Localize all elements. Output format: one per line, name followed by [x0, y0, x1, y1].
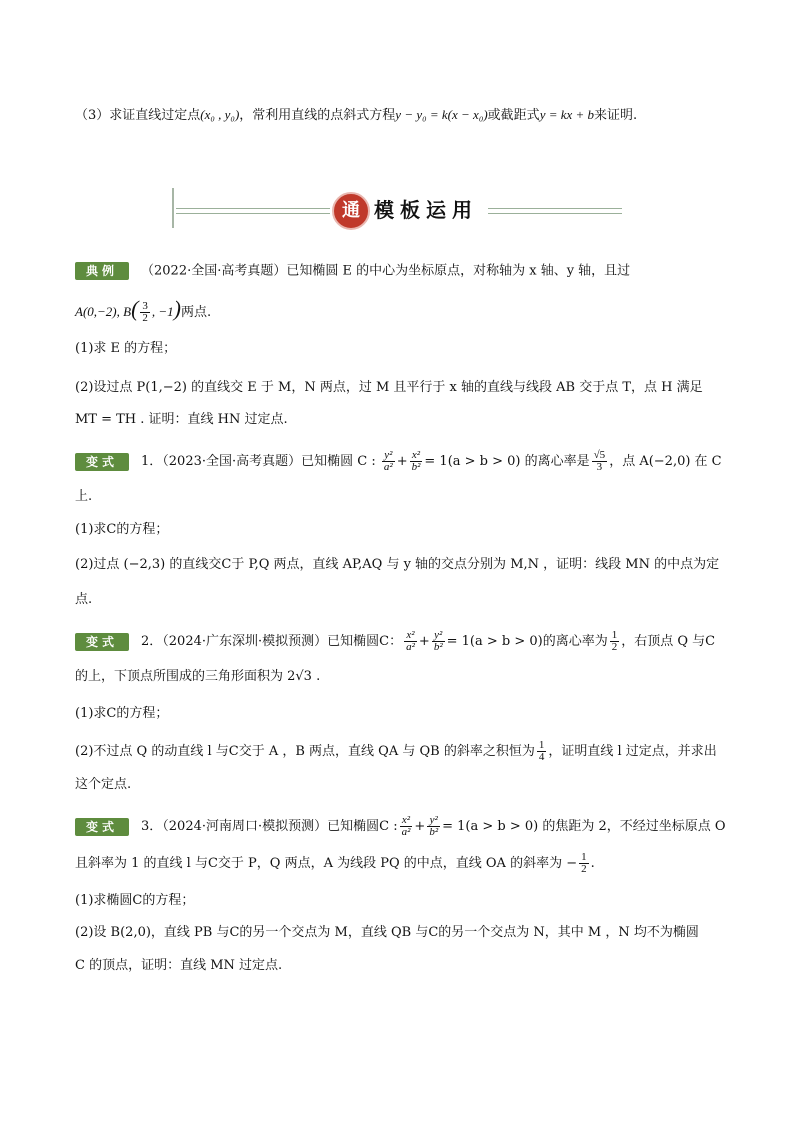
- intercept-eq: y = kx + b: [539, 107, 595, 122]
- source: （2022·全国·高考真题）: [141, 263, 287, 279]
- variant-3-stem: 变式 3．（2024·河南周口·模拟预测）已知椭圆C : $\frac{\text{x²}}{\text{a²}}$ + $\frac{\text{y²}}{\text{b²}}$ = 1(a > b > 0) 的焦距为 2，不经过坐标原点 O: [75, 815, 726, 838]
- variant-1-stem-cont: 上.: [75, 489, 93, 504]
- variant-number: 3．: [141, 819, 163, 834]
- banner-rule-right: [488, 208, 622, 214]
- variant-1-q2b: 点.: [75, 592, 93, 607]
- variant-tag: 变式: [75, 633, 129, 651]
- variant-number: 1．: [141, 454, 163, 469]
- example-points: A(0,−2), B( $\frac{3}{2}$ , −1)两点.: [75, 296, 212, 324]
- example-q1: (1)求 E 的方程；: [75, 341, 177, 356]
- stem-text: = 1(a > b > 0) 的离心率是: [424, 454, 590, 469]
- stem-text: 已知椭圆 C :: [301, 454, 376, 469]
- points-expr: , −1: [151, 304, 174, 319]
- variant-3-q1: (1)求椭圆C的方程；: [75, 893, 195, 908]
- stem-text: 已知椭圆C：: [327, 634, 403, 649]
- stem-text: .: [590, 856, 595, 871]
- banner-rule-left: [176, 208, 330, 214]
- tip-3: [75, 106, 637, 125]
- variant-3-q2a: (2)设 B(2,0)，直线 PB 与C的另一个交点为 M，直线 QB 与C的另一个交点为 N，其中 M ，N 均不为椭圆: [75, 925, 699, 940]
- variant-tag: 变式: [75, 818, 129, 836]
- source: （2024·河南周口·模拟预测）: [162, 819, 328, 834]
- stem-text: = 1(a > b > 0) 的焦距为 2，不经过坐标原点 O: [442, 819, 726, 834]
- banner-bar: [172, 188, 174, 228]
- point-expr: (x₀ , y₀): [200, 107, 240, 122]
- variant-2-stem: 变式 2．（2024·广东深圳·模拟预测）已知椭圆C： $\frac{\text{x²}}{\text{a²}}$ + $\frac{\text{y²}}{\text{b²}}$ = 1(a > b > 0)的离心率为 $\frac{1}{2}$ ，右顶点 Q 与C: [75, 630, 715, 653]
- question-text: ，证明直线 l 过定点，并求出: [548, 744, 717, 759]
- stem-text: ，点 A(−2,0) 在 C: [609, 454, 722, 469]
- stem-text: ，右顶点 Q 与C: [621, 634, 716, 649]
- fraction: $\frac{\text{x²}}{\text{a²}}$: [401, 814, 411, 838]
- variant-1-q2a: (2)过点 (−2,3) 的直线交C于 P,Q 两点，直线 AP,AQ 与 y 轴的交点分别为 M,N ，证明：线段 MN 的中点为定: [75, 557, 720, 572]
- variant-3-q2b: C 的顶点，证明：直线 MN 过定点.: [75, 958, 283, 973]
- stem-text: 已知椭圆C :: [327, 819, 398, 834]
- stem-text: 两点.: [181, 305, 212, 320]
- fraction: $\frac{\text{x²}}{\text{a²}}$: [406, 629, 415, 653]
- source: （2024·广东深圳·模拟预测）: [162, 634, 328, 649]
- fraction: $\frac{1}{2}$: [581, 851, 587, 875]
- banner-title: 模板运用: [374, 198, 478, 222]
- fraction: $\frac{√5}{3}$: [593, 449, 606, 473]
- example-q2b: MT = TH . 证明：直线 HN 过定点.: [75, 412, 288, 427]
- source: （2023·全国·高考真题）: [162, 454, 302, 469]
- fraction: $\frac{1}{4}$: [538, 739, 545, 763]
- stem-text: 已知椭圆 E 的中心为坐标原点，对称轴为 x 轴、y 轴，且过: [286, 263, 631, 279]
- variant-2-q2a: [75, 740, 717, 763]
- stem-text: 且斜率为 1 的直线 l 与C交于 P，Q 两点，A 为线段 PQ 的中点，直线 OA 的斜率为 −: [75, 856, 578, 871]
- fraction: $\frac{\text{y²}}{\text{b²}}$: [429, 814, 439, 838]
- variant-number: 2．: [141, 634, 163, 649]
- variant-3-stem-cont: [75, 852, 595, 875]
- section-banner: [172, 188, 622, 228]
- variant-2-stem-cont: 的上，下顶点所围成的三角形面积为 2√3 .: [75, 669, 321, 684]
- fraction: $\frac{1}{2}$: [611, 629, 618, 653]
- question-text: (2)不过点 Q 的动直线 l 与C交于 A ，B 两点，直线 QA 与 QB 的斜率之积恒为: [75, 744, 535, 759]
- points-expr: A(0,−2), B: [75, 304, 132, 319]
- variant-2-q1: (1)求C的方程；: [75, 706, 169, 721]
- tip-text: 来证明.: [594, 108, 638, 123]
- variant-1-q1: (1)求C的方程；: [75, 522, 169, 537]
- point-slope-eq: y − y₀ = k(x − x₀): [395, 107, 488, 122]
- variant-tag: 变式: [75, 453, 129, 471]
- variant-2-q2b: 这个定点.: [75, 777, 132, 792]
- fraction: $\frac{\text{y²}}{\text{a²}}$: [383, 449, 393, 473]
- example-stem: [75, 262, 630, 281]
- tip-text: （3）求证直线过定点: [75, 108, 201, 123]
- variant-1-stem: 变式 1．（2023·全国·高考真题）已知椭圆 C : $\frac{\text{y²}}{\text{a²}}$ + $\frac{\text{x²}}{\text{b²}}$ = 1(a > b > 0) 的离心率是 $\frac{√5}{3}$ ，点 A(−2,0) 在 C: [75, 450, 722, 473]
- example-q2a: (2)设过点 P(1,−2) 的直线交 E 于 M，N 两点，过 M 且平行于 x 轴的直线与线段 AB 交于点 T，点 H 满足: [75, 380, 703, 395]
- tong-badge-icon: 通: [332, 192, 370, 230]
- tip-text: 或截距式: [487, 108, 540, 123]
- fraction: $\frac{\text{x²}}{\text{b²}}$: [411, 449, 421, 473]
- example-tag: 典例: [75, 262, 129, 280]
- fraction: $\frac{3}{2}$: [142, 300, 148, 324]
- stem-text: = 1(a > b > 0)的离心率为: [446, 634, 608, 649]
- tip-text: ，常利用直线的点斜式方程: [239, 108, 396, 123]
- fraction: $\frac{\text{y²}}{\text{b²}}$: [433, 629, 443, 653]
